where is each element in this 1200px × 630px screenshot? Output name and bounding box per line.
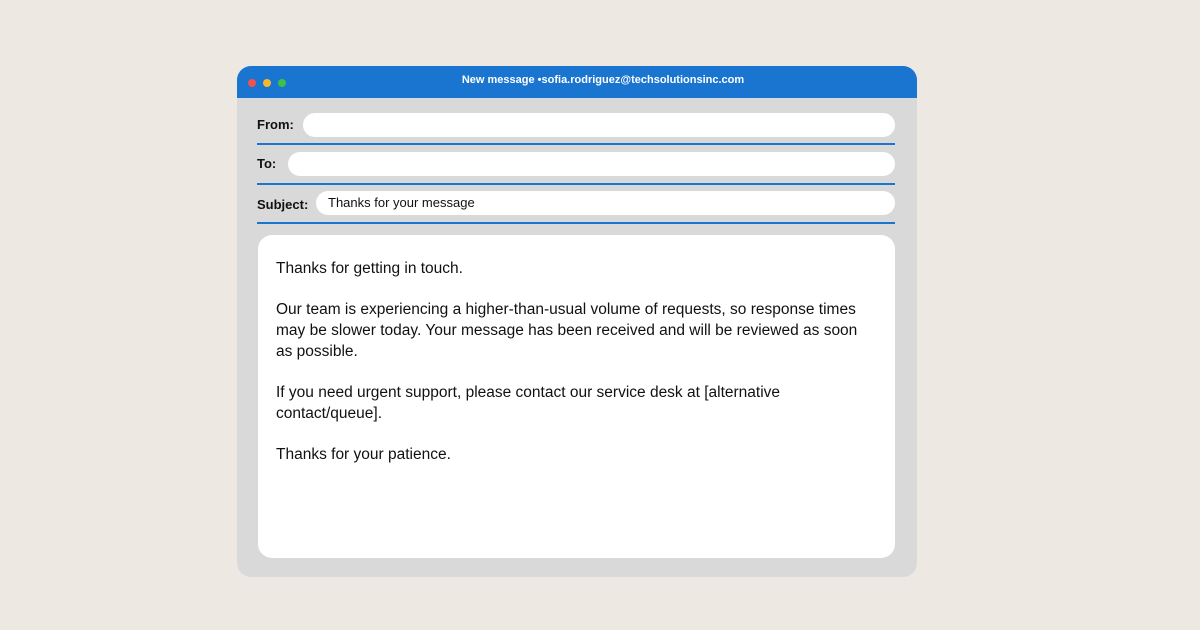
message-paragraph: Thanks for your patience.	[276, 446, 451, 463]
to-field[interactable]	[288, 152, 895, 176]
from-label: From:	[257, 117, 294, 132]
minimize-window-button[interactable]	[263, 79, 271, 87]
message-paragraph: Our team is experiencing a higher-than-usual volume of requests, so response times may be slower today. Your message has been received and will be reviewed as soon as possible.	[276, 301, 858, 360]
close-window-button[interactable]	[248, 79, 256, 87]
subject-divider	[257, 222, 895, 224]
maximize-window-button[interactable]	[278, 79, 286, 87]
to-divider	[257, 183, 895, 185]
message-paragraph: If you need urgent support, please contact our service desk at [alternative contact/queue].	[276, 384, 781, 422]
window-title: New message •sofia.rodriguez@techsolutionsinc.com	[461, 74, 745, 86]
message-paragraph: Thanks for getting in touch.	[276, 260, 463, 277]
to-label: To:	[257, 156, 277, 171]
message-body[interactable]	[258, 235, 895, 558]
title-bar	[237, 66, 917, 98]
from-divider	[257, 143, 895, 145]
subject-label: Subject:	[257, 197, 309, 212]
from-field[interactable]	[303, 113, 895, 137]
email-compose-window	[237, 66, 917, 577]
subject-field[interactable]: Thanks for your message	[316, 191, 895, 215]
